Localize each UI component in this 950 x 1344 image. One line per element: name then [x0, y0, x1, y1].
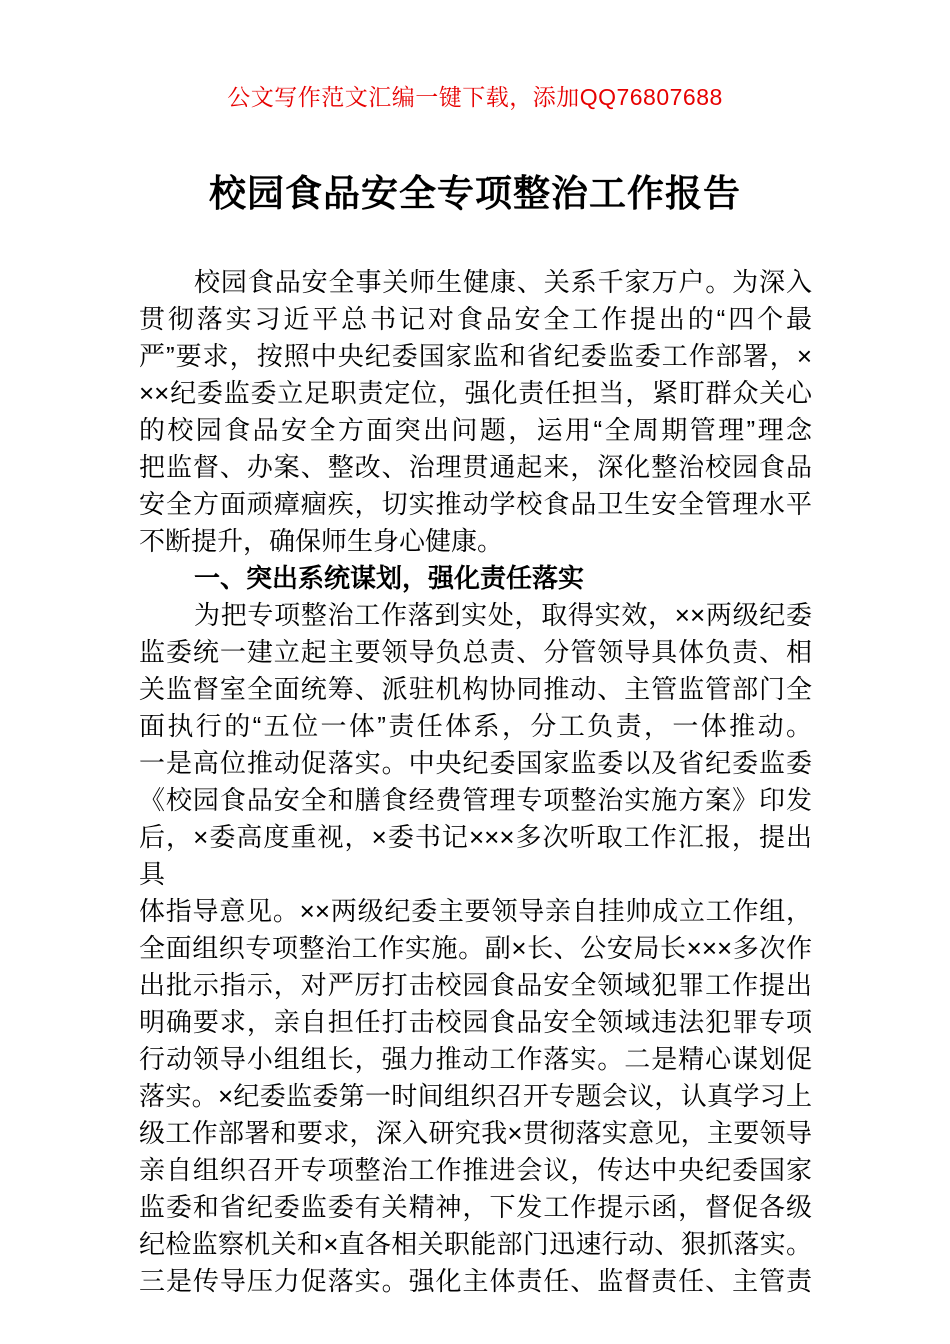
- paragraph-line: 把监督、办案、整改、治理贯通起来，深化整治校园食品: [139, 452, 812, 482]
- paragraph-line: 落实。×纪委监委第一时间组织召开专题会议，认真学习上: [139, 1081, 812, 1111]
- paragraph-line: 监委统一建立起主要领导负总责、分管领导具体负责、相: [139, 637, 812, 667]
- document-body: [139, 264, 812, 1300]
- paragraph-line: 贯彻落实习近平总书记对食品安全工作提出的“四个最: [139, 304, 812, 334]
- paragraph-line: 后，×委高度重视，×委书记×××多次听取工作汇报，提出具: [139, 822, 812, 889]
- promo-banner-text: 公文写作范文汇编一键下载，添加QQ76807688: [227, 84, 723, 110]
- paragraph-line: 严”要求，按照中央纪委国家监和省纪委监委工作部署，×: [139, 341, 812, 371]
- paragraph-line: 明确要求，亲自担任打击校园食品安全领域违法犯罪专项: [139, 1007, 812, 1037]
- paragraph-line: 行动领导小组组长，强力推动工作落实。二是精心谋划促: [139, 1044, 812, 1074]
- paragraph-line: ××纪委监委立足职责定位，强化责任担当，紧盯群众关心: [139, 378, 812, 408]
- paragraph-line: 纪检监察机关和×直各相关职能部门迅速行动、狠抓落实。: [139, 1229, 812, 1259]
- paragraph-line: 一是高位推动促落实。中央纪委国家监委以及省纪委监委: [139, 748, 812, 778]
- paragraph-line: 不断提升，确保师生身心健康。: [139, 526, 504, 556]
- paragraph-line: 出批示指示，对严厉打击校园食品安全领域犯罪工作提出: [139, 970, 812, 1000]
- paragraph-line: 面执行的“五位一体”责任体系，分工负责，一体推动。: [139, 711, 812, 741]
- paragraph-line: 校园食品安全事关师生健康、关系千家万户。为深入: [194, 267, 812, 297]
- paragraph: [139, 597, 812, 1300]
- paragraph-line: 监委和省纪委监委有关精神，下发工作提示函，督促各级: [139, 1192, 812, 1222]
- paragraph-line: 全面组织专项整治工作实施。副×长、公安局长×××多次作: [139, 933, 812, 963]
- paragraph-line: 的校园食品安全方面突出问题，运用“全周期管理”理念: [139, 415, 812, 445]
- section-heading: [139, 560, 812, 597]
- paragraph-line: 安全方面顽瘴痼疾，切实推动学校食品卫生安全管理水平: [139, 489, 812, 519]
- paragraph-line: 体指导意见。××两级纪委主要领导亲自挂帅成立工作组，: [139, 896, 812, 926]
- paragraph-line: 《校园食品安全和膳食经费管理专项整治实施方案》印发: [139, 785, 812, 815]
- document-title: 校园食品安全专项整治工作报告: [209, 173, 741, 214]
- section-heading-line: 一、突出系统谋划，强化责任落实: [194, 563, 585, 593]
- paragraph-line: 级工作部署和要求，深入研究我×贯彻落实意见，主要领导: [139, 1118, 812, 1148]
- paragraph-line: 三是传导压力促落实。强化主体责任、监督责任、主管责: [139, 1266, 812, 1296]
- paragraph-line: 关监督室全面统筹、派驻机构协同推动、主管监管部门全: [139, 674, 812, 704]
- paragraph-line: 为把专项整治工作落到实处，取得实效，××两级纪委: [194, 600, 812, 630]
- paragraph-line: 亲自组织召开专项整治工作推进会议，传达中央纪委国家: [139, 1155, 812, 1185]
- paragraph: [139, 264, 812, 560]
